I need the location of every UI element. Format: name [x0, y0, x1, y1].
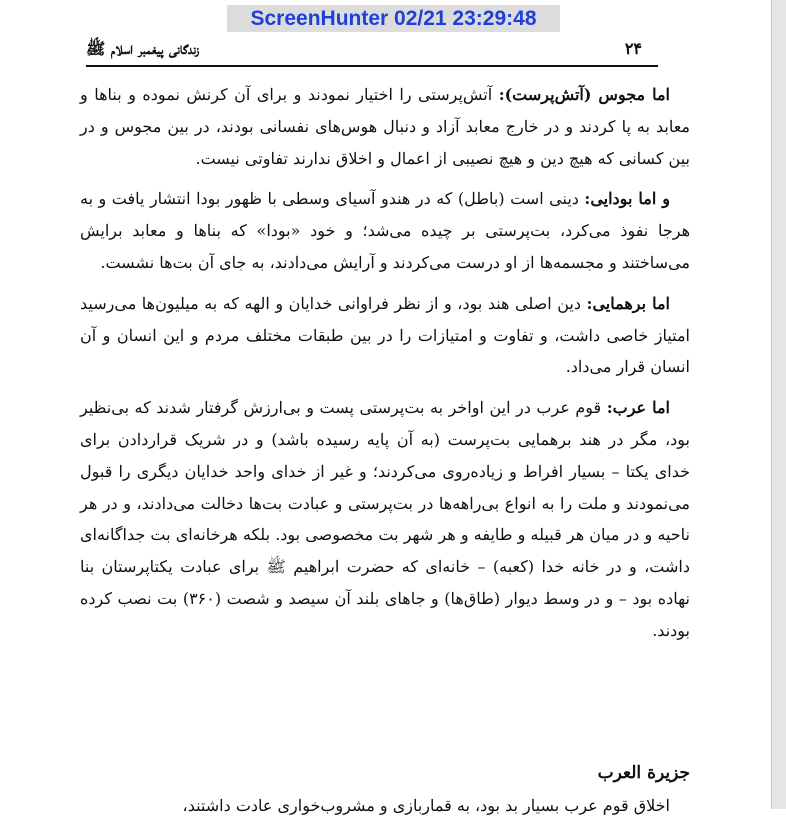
body-text: [80, 79, 690, 656]
page-number: ۲۴: [624, 39, 642, 58]
paragraph-term: اما عرب:: [606, 398, 670, 418]
paragraph-term: اما برهمایی:: [586, 293, 671, 313]
section-heading: جزیرة العرب: [597, 763, 690, 783]
paragraph-brahmanism: [80, 288, 690, 383]
paragraph-term: اما مجوس (آتش‌پرست):: [498, 85, 670, 104]
paragraph-term: و اما بودایی:: [584, 189, 670, 209]
running-header: [86, 36, 656, 62]
paragraph-buddhism: [80, 183, 690, 278]
paragraph-text: آتش‌پرستی را اختیار نمودند و برای آن کرنش نموده و بناها و معابد به پا کردند و در خارج معابد آزاد و دنبال هوس‌های نفسانی بودند، در بین مجوس و در بین کسانی که هیچ دین و هیچ نصیبی از اعمال و اخلاق ندارند تفاوتی نیست.: [80, 85, 690, 168]
paragraph-text: قوم عرب در این اواخر به بت‌پرستی پست و بی‌ارزش گرفتار شدند که بی‌نظیر بود، مگر در هند برهمایی بت‌پرست (به آن پایه رسیده باشد) و در شریک قراردادن برای خدای یکتا – بسیار افراط و زیاده‌روی می‌کردند؛ و غیر از خدای واحد خدایان دیگری را قبول می‌نمودند و ملت را به انواع بی‌راهه‌ها در بت‌پرستی و عبادت بت‌ها دخالت می‌دادند، و در هر ناحیه و در میان هر قبیله و طایفه و هر شهر بت مخصوصی بود. بلکه هرخانه‌ای بت جداگانه‌ای داشت، و در خانه خدا (کعبه) – خانه‌ای که حضرت ابراهیم ﷺ برای عبادت یکتاپرستان بنا نهاده بود – و در وسط دیوار (طاق‌ها) و جاهای بلند آن سیصد و شصت (۳۶۰) بت نصب کرده بودند.: [80, 398, 691, 640]
paragraph-arabs: [80, 392, 690, 646]
paragraph-text: دین اصلی هند بود، و از نظر فراوانی خدایان و الهه که به میلیون‌ها می‌رسید امتیاز خاصی داشت، و تفاوت و امتیازات را در بین طبقات مختلف مردم و این انسان و آن انسان قرار می‌داد.: [80, 293, 690, 377]
book-title: زندگانی پیغمبر اسلام ﷺ: [86, 39, 200, 58]
last-line: اخلاق قوم عرب بسیار بد بود، به قماربازی و مشروب‌خواری عادت داشتند،: [182, 796, 670, 815]
screenhunter-watermark: ScreenHunter 02/21 23:29:48: [227, 5, 560, 32]
page-edge: [771, 0, 786, 809]
header-rule: [86, 65, 658, 67]
paragraph-text: دینی است (باطل) که در هندو آسیای وسطی با ظهور بودا انتشار یافت و به هرجا نفوذ می‌کرد، بت‌پرستی بر چیده می‌شد؛ و خود «بودا» که بناها و معابد برایش می‌ساختند و مجسمه‌ها از او درست می‌کردند و آرایش می‌دادند، به جای آن بت‌ها نشست.: [80, 189, 690, 272]
paragraph-magians: [80, 79, 690, 174]
